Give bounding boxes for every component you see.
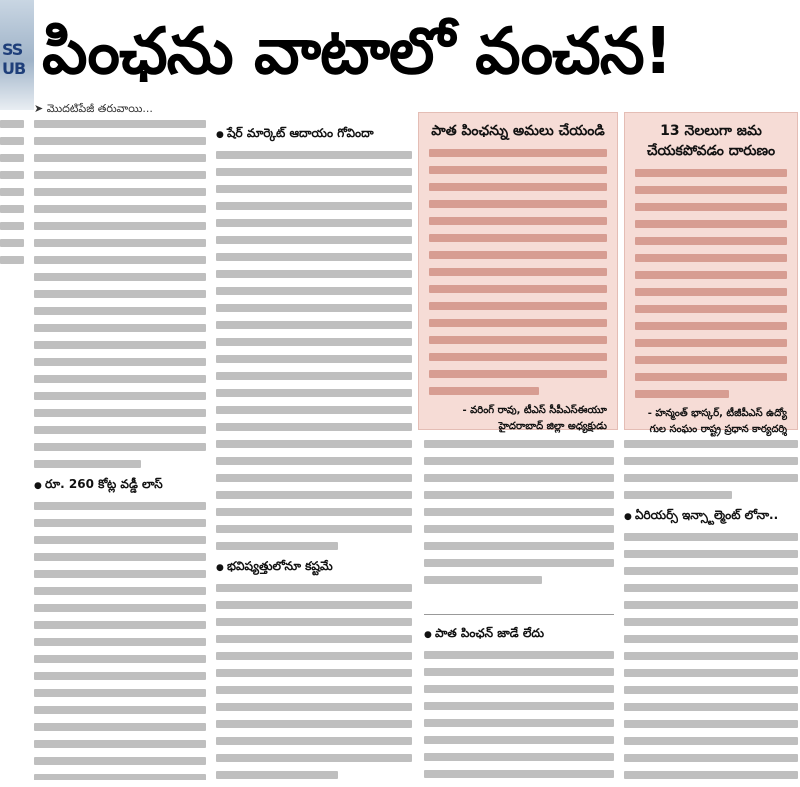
subhead-col4: ● ఏరియర్స్ ఇన్స్టాల్మెంట్ లోనా..	[624, 508, 798, 525]
quote-box-left	[418, 112, 618, 430]
kicker: ➤ మొదటిపేజీ తరువాయి...	[34, 102, 153, 118]
quote-box-right-byline-sub: గుల సంఘం రాష్ట్ర ప్రధాన కార్యదర్శి	[649, 424, 787, 435]
subhead-col2a: ● షేర్ మార్కెట్ ఆదాయం గోవిందా	[216, 126, 412, 143]
page-headline: పింఛను వాటాలో వంచన!	[42, 15, 672, 89]
article-column-3-upper	[424, 440, 614, 610]
quote-box-left-byline: - వరింగ్ రావు, టీఎస్ సీపీఎస్ఈయూ	[462, 405, 607, 416]
article-column-3	[424, 620, 614, 780]
subhead-col2b: ● భవిష్యత్తులోనూ కష్టమే	[216, 559, 412, 576]
subhead-col3: ● పాత పింఛన్ జాడే లేదు	[424, 626, 614, 643]
article-column-1	[34, 120, 206, 780]
column-divider	[424, 614, 614, 615]
corner-photo	[0, 0, 34, 110]
corner-fragment: SS UB	[2, 40, 26, 78]
article-column-4	[624, 440, 798, 780]
quote-box-right-byline: - హన్మంత్ భాస్కర్, టీజీపీఎస్ ఉద్యో	[647, 408, 787, 419]
article-column-2	[216, 120, 412, 780]
quote-box-left-byline-sub: హైదరాబాద్ జిల్లా అధ్యక్షుడు	[498, 421, 607, 432]
quote-box-right-title: 13 నెలలుగా జమ చేయకపోవడం దారుణం	[646, 123, 776, 159]
clipped-column	[0, 120, 24, 780]
quote-box-right	[624, 112, 798, 435]
subhead-col1: ● రూ. 260 కోట్ల వడ్డీ లాస్	[34, 477, 206, 494]
quote-box-left-title: పాత పింఛన్ను అమలు చేయండి	[431, 123, 605, 139]
